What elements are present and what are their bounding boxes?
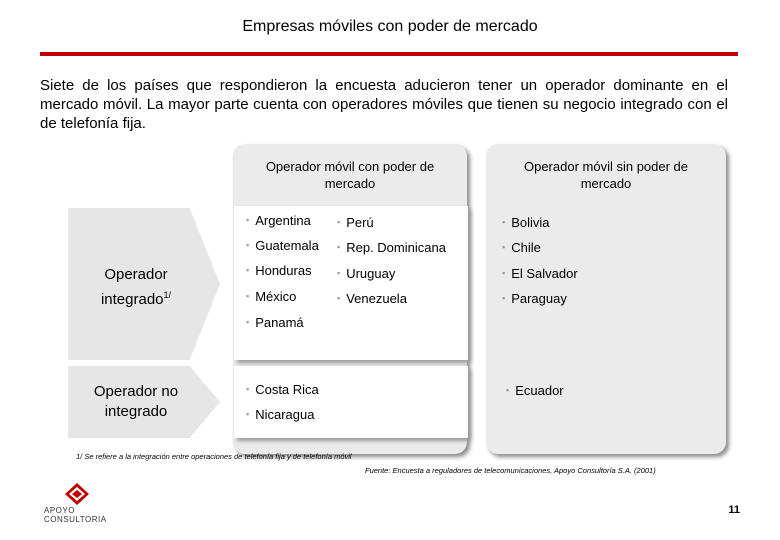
bullet-icon: ▪ [502, 217, 506, 227]
source-note: Fuente: Encuesta a reguladores de telecomunicaciones, Apoyo Consultoría S.A. (2001) [365, 466, 656, 475]
logo-mark-icon [64, 482, 90, 506]
bullet-icon: ▪ [246, 291, 250, 301]
logo-line-1: APOYO [44, 506, 75, 515]
bullet-icon: ▪ [337, 293, 341, 303]
column-header-without-power: Operador móvil sin poder de mercado [523, 159, 689, 191]
list-item: ▪ Honduras [246, 263, 312, 278]
list-integrated-without-power [502, 214, 578, 315]
footnote-marker: 1/ [163, 290, 172, 300]
bullet-icon: ▪ [502, 268, 506, 278]
list-item: ▪ Rep. Dominicana [337, 240, 446, 255]
list-item: ▪ Ecuador [506, 383, 564, 398]
list-item: ▪ Bolivia [502, 215, 550, 230]
bullet-icon: ▪ [246, 240, 250, 250]
list-item: ▪ Argentina [246, 213, 311, 228]
logo-text [44, 506, 107, 524]
list-item: ▪ Panamá [246, 315, 304, 330]
list-item: ▪ Venezuela [337, 291, 407, 306]
list-item: ▪ Paraguay [502, 291, 567, 306]
list-item: ▪ México [246, 289, 297, 304]
footnote: 1/ Se refiere a la integración entre operaciones de telefonía fija y de telefonía móvil [76, 452, 352, 461]
bullet-icon: ▪ [502, 242, 506, 252]
logo-line-2: CONSULTORIA [44, 515, 107, 524]
bullet-icon: ▪ [337, 268, 341, 278]
list-item: ▪ Uruguay [337, 266, 396, 281]
bullet-icon: ▪ [246, 215, 250, 225]
list-item: ▪ Costa Rica [246, 382, 319, 397]
list-integrated-with-power-col2 [337, 214, 446, 315]
list-item: ▪ El Salvador [502, 266, 578, 281]
bullet-icon: ▪ [506, 385, 510, 395]
bullet-icon: ▪ [337, 242, 341, 252]
list-item: ▪ Perú [337, 215, 374, 230]
list-item: ▪ Nicaragua [246, 407, 315, 422]
list-item: ▪ Guatemala [246, 238, 319, 253]
list-not-integrated-without-power [506, 382, 564, 399]
list-item: ▪ Chile [502, 240, 541, 255]
row-label-integrated [80, 265, 192, 310]
row-label-not-integrated: Operador no integrado [93, 383, 179, 420]
page-number: 11 [728, 504, 740, 516]
list-not-integrated-with-power [246, 381, 319, 431]
bullet-icon: ▪ [246, 265, 250, 275]
page-title: Empresas móviles con poder de mercado [242, 18, 538, 35]
bullet-icon: ▪ [246, 409, 250, 419]
row-label-integrated-text: Operador integrado [100, 266, 168, 308]
bullet-icon: ▪ [502, 293, 506, 303]
list-integrated-with-power-col1 [246, 212, 319, 339]
bullet-icon: ▪ [246, 317, 250, 327]
title-divider [40, 52, 738, 56]
intro-paragraph: Siete de los países que respondieron la encuesta aducieron tener un operador dominante en el mercado móvil. La mayor parte cuenta con operadores móviles que tienen su negocio integrado con el de telefonía fija. [40, 77, 728, 132]
column-header-with-power: Operador móvil con poder de mercado [265, 159, 435, 191]
bullet-icon: ▪ [246, 384, 250, 394]
bullet-icon: ▪ [337, 217, 341, 227]
